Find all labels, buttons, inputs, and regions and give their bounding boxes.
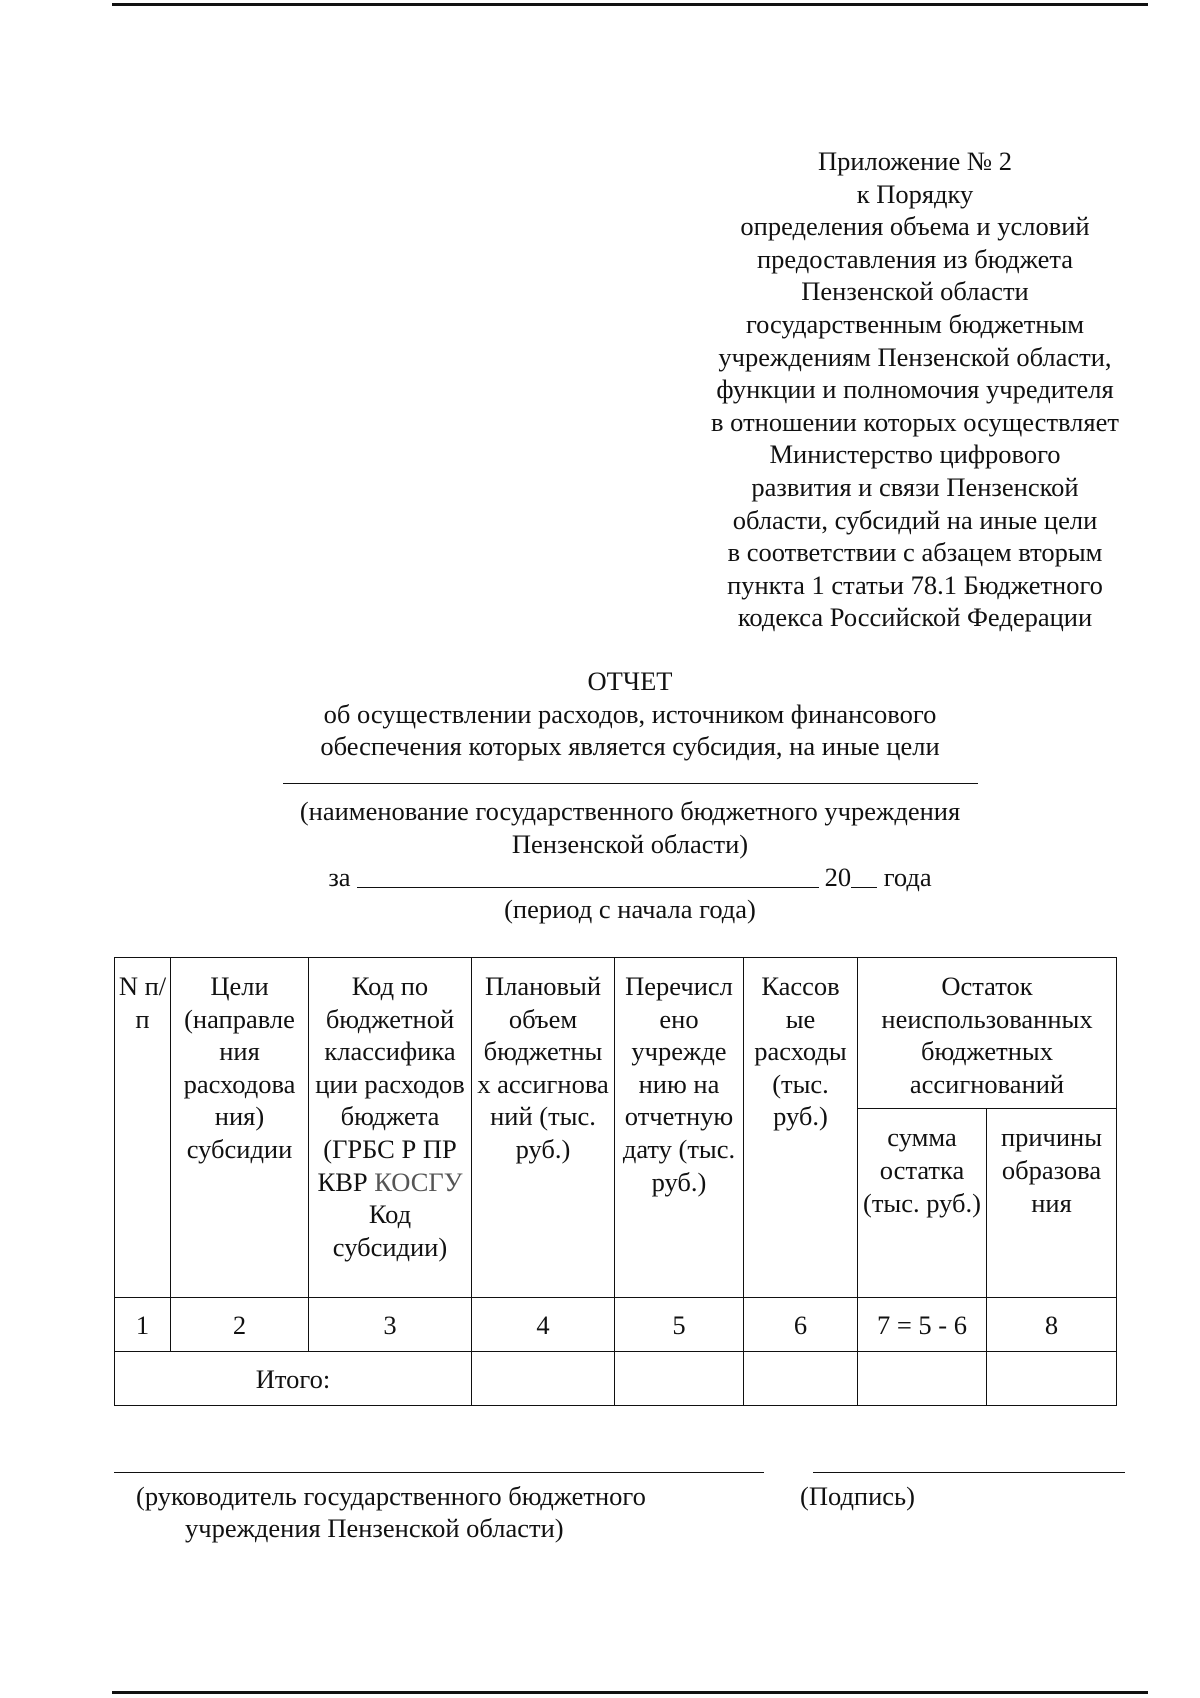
header-unused-balance: Остаток неиспользованных бюджетных ассигнований (858, 958, 1117, 1109)
header-budget-code (309, 958, 472, 1298)
signature-field[interactable] (813, 1472, 1125, 1473)
header-number: N п/п (115, 958, 171, 1298)
header-cash-expenses: Кассов ые расходы (тыс. руб.) (744, 958, 858, 1298)
appendix-line: учреждениям Пензенской области, (718, 341, 1112, 372)
column-number: 6 (744, 1298, 858, 1352)
appendix-line: пункта 1 статьи 78.1 Бюджетного (727, 569, 1103, 600)
bottom-rule (112, 1691, 1148, 1694)
period-year-prefix: 20 (824, 861, 852, 892)
appendix-line: в отношении которых осуществляет (711, 406, 1119, 437)
head-caption: учреждения Пензенской области) (185, 1513, 564, 1543)
appendix-line: в соответствии с абзацем вторым (727, 537, 1103, 568)
total-cell[interactable] (744, 1352, 858, 1406)
appendix-line: к Порядку (856, 178, 974, 209)
total-cell[interactable] (858, 1352, 987, 1406)
head-name-field[interactable] (114, 1472, 764, 1473)
header-budget-code-text: Код по бюджетной классифика ции расходов бюджета (ГРБС Р ПР КВР (315, 971, 465, 1197)
report-title: ОТЧЕТ (587, 666, 673, 696)
period-field[interactable] (357, 861, 819, 888)
appendix-line: определения объема и условий (740, 211, 1090, 242)
column-number: 7 = 5 - 6 (858, 1298, 987, 1352)
appendix-line: государственным бюджетным (745, 308, 1085, 339)
report-heading (250, 665, 1010, 926)
institution-caption: Пензенской области) (511, 828, 749, 859)
appendix-line: предоставления из бюджета (756, 243, 1074, 274)
total-cell[interactable] (472, 1352, 615, 1406)
institution-name-field[interactable] (283, 763, 978, 784)
period-row (250, 861, 1010, 894)
top-rule (112, 3, 1148, 6)
appendix-line: Министерство цифрового (769, 439, 1061, 470)
period-caption: (период с начала года) (504, 894, 756, 925)
appendix-line: развития и связи Пензенской (751, 471, 1079, 502)
header-transferred: Перечисл ено учрежде нию на отчетную дату (тыс. руб.) (615, 958, 744, 1298)
period-prefix: за (328, 861, 351, 892)
appendix-line: области, субсидий на иные цели (732, 504, 1098, 535)
appendix-line: кодекса Российской Федерации (737, 602, 1093, 633)
appendix-line: Приложение № 2 (817, 146, 1012, 176)
appendix-line: Пензенской области (801, 276, 1029, 307)
column-number: 1 (115, 1298, 171, 1352)
header-budget-code-kosgu: КОСГУ (374, 1166, 463, 1197)
header-goals: Цели (направле ния расходова ния) субсидии (171, 958, 309, 1298)
period-suffix: года (883, 861, 932, 892)
total-label: Итого: (115, 1352, 472, 1406)
total-cell[interactable] (615, 1352, 744, 1406)
head-caption: (руководитель государственного бюджетного (136, 1481, 646, 1511)
header-budget-code-subsidy: Код субсидии) (332, 1199, 448, 1262)
total-cell[interactable] (987, 1352, 1117, 1406)
column-number: 4 (472, 1298, 615, 1352)
header-planned-volume: Плановый объем бюджетны х ассигнова ний (тыс. руб.) (472, 958, 615, 1298)
report-subtitle: обеспечения которых является субсидия, на иные цели (320, 731, 940, 762)
column-number: 3 (309, 1298, 472, 1352)
period-year-field[interactable] (851, 861, 877, 888)
report-table (114, 957, 1117, 1406)
signature-caption: (Подпись) (800, 1481, 915, 1511)
column-number: 5 (615, 1298, 744, 1352)
appendix-line: функции и полномочия учредителя (716, 374, 1114, 405)
report-subtitle: об осуществлении расходов, источником финансового (323, 698, 937, 729)
header-balance-reasons: причины образова ния (987, 1109, 1117, 1298)
appendix-block (680, 145, 1150, 634)
column-number: 8 (987, 1298, 1117, 1352)
column-number: 2 (171, 1298, 309, 1352)
header-balance-sum: сумма остатка (тыс. руб.) (858, 1109, 987, 1298)
institution-caption: (наименование государственного бюджетного учреждения (299, 796, 961, 827)
